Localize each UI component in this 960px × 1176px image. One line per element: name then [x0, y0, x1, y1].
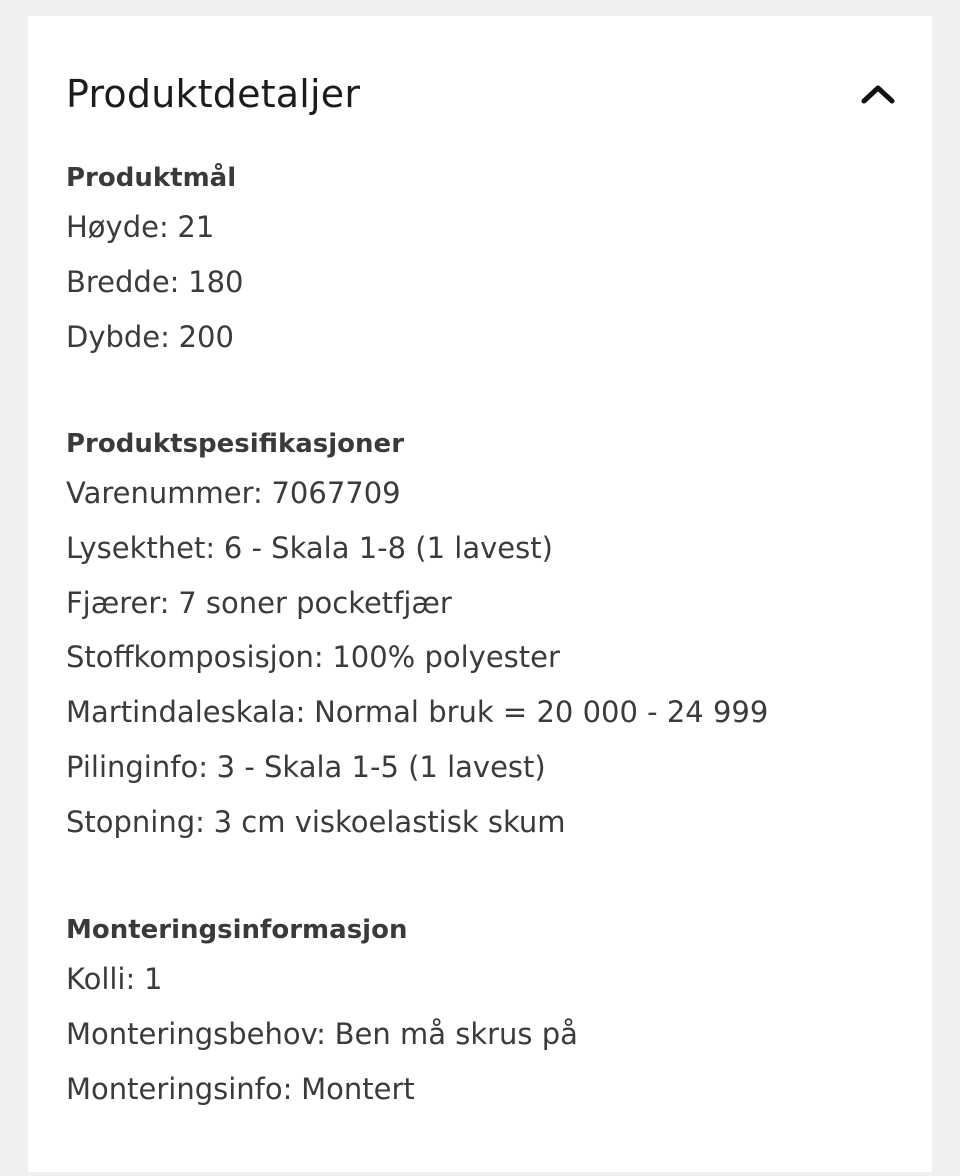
spec-value: Normal bruk = 20 000 - 24 999 — [314, 695, 769, 730]
spec-row-padding — [66, 795, 900, 850]
section-title: Monteringsinformasjon — [66, 915, 408, 945]
spec-value: 7067709 — [271, 476, 401, 510]
spec-label: Varenummer: — [66, 476, 263, 510]
spec-row-pilling — [66, 740, 900, 795]
spec-row-martindale — [66, 685, 900, 740]
spec-label: Stoffkomposisjon: — [66, 640, 324, 675]
spec-label: Dybde: — [66, 319, 170, 354]
spec-row-assembly-needs — [66, 1007, 900, 1062]
spec-value: 6 - Skala 1-8 (1 lavest) — [223, 530, 553, 565]
chevron-up-icon — [860, 82, 896, 106]
spec-value: Ben må skrus på — [334, 1016, 578, 1051]
spec-label: Høyde: — [66, 210, 169, 244]
spec-value: 1 — [143, 962, 163, 996]
spec-value: 200 — [178, 319, 234, 354]
product-details-panel — [28, 16, 932, 1172]
spec-label: Pilinginfo: — [66, 749, 208, 784]
spec-row-springs — [66, 576, 900, 631]
spec-row-height — [66, 200, 900, 255]
product-details-header[interactable] — [66, 70, 900, 120]
spec-label: Monteringsbehov: — [66, 1016, 326, 1051]
spec-label: Fjærer: — [66, 585, 170, 620]
spec-row-depth — [66, 310, 900, 365]
spec-row-assembly-info — [66, 1062, 900, 1117]
spec-label: Stopning: — [66, 804, 205, 839]
spec-label: Martindaleskala: — [66, 695, 306, 730]
spec-label: Bredde: — [66, 264, 180, 299]
section-title: Produktspesifikasjoner — [66, 429, 405, 459]
section-product-dimensions — [66, 162, 900, 364]
spec-row-item-number — [66, 466, 900, 521]
section-product-specifications — [66, 428, 900, 850]
section-mounting-information — [66, 914, 900, 1116]
spec-value: 7 soner pocketfjær — [178, 585, 452, 620]
panel-title: Produktdetaljer — [66, 72, 361, 116]
spec-label: Kolli: — [66, 962, 136, 996]
spec-value: Montert — [301, 1071, 415, 1106]
spec-label: Lysekthet: — [66, 530, 216, 565]
spec-row-width — [66, 255, 900, 310]
spec-row-fabric-composition — [66, 630, 900, 685]
spec-label: Monteringsinfo: — [66, 1071, 293, 1106]
collapse-toggle-button[interactable] — [856, 76, 900, 112]
spec-value: 21 — [177, 210, 215, 244]
spec-value: 180 — [188, 264, 244, 299]
spec-row-lightfastness — [66, 521, 900, 576]
spec-value: 3 - Skala 1-5 (1 lavest) — [216, 749, 546, 784]
section-title: Produktmål — [66, 163, 237, 193]
spec-value: 100% polyester — [332, 640, 560, 675]
spec-row-packages — [66, 952, 900, 1007]
spec-value: 3 cm viskoelastisk skum — [213, 804, 566, 839]
